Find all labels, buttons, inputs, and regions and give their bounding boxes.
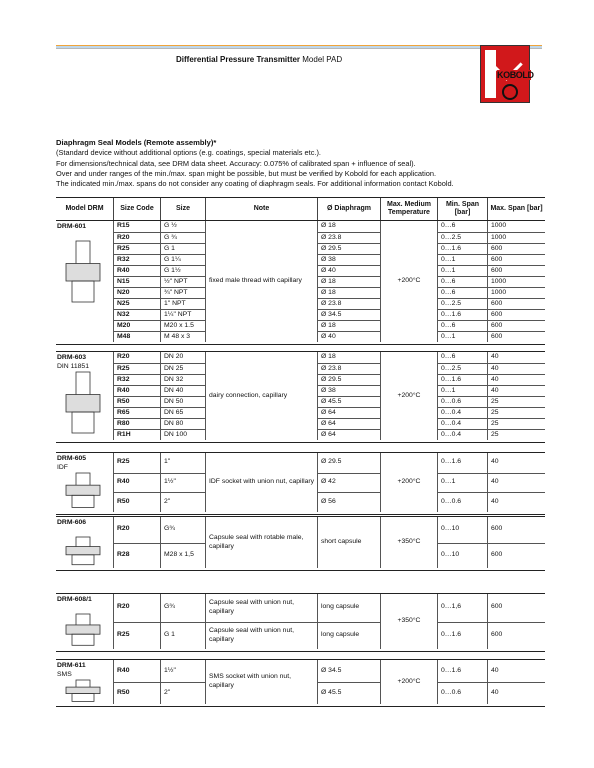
max-span-cell: 25 — [487, 407, 545, 418]
header-title-rest: Model PAD — [300, 55, 343, 64]
size-code-cell: R20 — [113, 232, 160, 243]
drawing-icon — [62, 370, 106, 440]
size-cell: 1" NPT — [160, 298, 205, 309]
temperature-cell: +200°C — [380, 352, 437, 440]
kobold-logo — [480, 45, 534, 103]
min-span-cell: 0…1.6 — [437, 243, 487, 254]
diaphragm-cell: Ø 64 — [317, 418, 380, 429]
size-code-cell: R65 — [113, 407, 160, 418]
max-span-cell: 25 — [487, 396, 545, 407]
size-cell: 1" — [160, 453, 205, 473]
diaphragm-cell: Ø 40 — [317, 331, 380, 342]
min-span-cell: 0…0.6 — [437, 682, 487, 704]
diaphragm-cell: Ø 18 — [317, 320, 380, 331]
note-cell: Capsule seal with rotable male, capillary — [205, 517, 317, 568]
logo-text: KOBOLD — [497, 70, 534, 80]
drawing-icon — [62, 612, 106, 649]
min-span-cell: 0…1,6 — [437, 594, 487, 622]
size-code-cell: M48 — [113, 331, 160, 342]
temperature-cell: +350°C — [380, 517, 437, 568]
diaphragm-cell: Ø 45.5 — [317, 396, 380, 407]
col-model: Model DRM — [65, 204, 104, 212]
diaphragm-cell: short capsule — [317, 517, 380, 568]
model-name: DRM-606 — [57, 519, 87, 526]
note-cell: IDF socket with union nut, capillary — [205, 453, 317, 512]
max-span-cell: 600 — [487, 543, 545, 569]
size-code-cell: R1H — [113, 429, 160, 440]
size-code-cell: R28 — [113, 543, 160, 569]
min-span-cell: 0…1.6 — [437, 622, 487, 650]
size-code-cell: R20 — [113, 517, 160, 543]
min-span-cell: 0…0.4 — [437, 429, 487, 440]
min-span-cell: 0…1.6 — [437, 660, 487, 682]
note-cell: Capsule seal with union nut, capillary — [205, 594, 317, 622]
max-span-cell: 600 — [487, 243, 545, 254]
intro-line: The indicated min./max. spans do not consider any coating of diaphragm seals. For additional information contact Kobold. — [56, 179, 454, 189]
size-code-cell: N25 — [113, 298, 160, 309]
max-span-cell: 40 — [487, 682, 545, 704]
max-span-cell: 600 — [487, 517, 545, 543]
model-sub: IDF — [57, 463, 68, 471]
diaphragm-cell: Ø 23.8 — [317, 232, 380, 243]
max-span-cell: 1000 — [487, 287, 545, 298]
size-cell: G ½ — [160, 221, 205, 232]
intro-line: For dimensions/technical data, see DRM data sheet. Accuracy: 0.075% of calibrated span + influence of seal). — [56, 158, 416, 168]
max-span-cell: 1000 — [487, 221, 545, 232]
diaphragm-cell: Ø 23.8 — [317, 298, 380, 309]
intro-line: (Standard device without additional options (e.g. coatings, special materials etc.). — [56, 148, 321, 158]
min-span-cell: 0…6 — [437, 276, 487, 287]
size-code-cell: R32 — [113, 254, 160, 265]
note-cell: fixed male thread with capillary — [205, 221, 317, 342]
size-code-cell: R50 — [113, 492, 160, 512]
model-name: DRM-601 — [57, 223, 87, 230]
diaphragm-cell: Ø 18 — [317, 352, 380, 363]
size-code-cell: R40 — [113, 473, 160, 493]
diaphragm-cell: Ø 18 — [317, 221, 380, 232]
max-span-cell: 40 — [487, 363, 545, 374]
diaphragm-cell: Ø 29.5 — [317, 374, 380, 385]
size-cell: DN 40 — [160, 385, 205, 396]
size-code-cell: R25 — [113, 363, 160, 374]
size-cell: G¾ — [160, 517, 205, 543]
size-cell: M20 x 1.5 — [160, 320, 205, 331]
size-code-cell: R40 — [113, 660, 160, 682]
model-name: DRM-611 — [57, 662, 86, 669]
min-span-cell: 0…1.6 — [437, 309, 487, 320]
note-cell: SMS socket with union nut, capillary — [205, 660, 317, 704]
min-span-cell: 0…1 — [437, 473, 487, 493]
max-span-cell: 600 — [487, 594, 545, 622]
diaphragm-cell: Ø 56 — [317, 492, 380, 512]
temperature-cell: +200°C — [380, 660, 437, 704]
min-span-cell: 0…2.5 — [437, 232, 487, 243]
drawing-icon — [62, 678, 106, 704]
size-code-cell: N15 — [113, 276, 160, 287]
diaphragm-cell: Ø 29.5 — [317, 243, 380, 254]
diaphragm-cell: Ø 34.5 — [317, 660, 380, 682]
intro-line: Over and under ranges of the min./max. span might be possible, but must be verified by Kobold for each application. — [56, 168, 437, 178]
diaphragm-cell: Ø 64 — [317, 429, 380, 440]
size-code-cell: R32 — [113, 374, 160, 385]
col-note: Note — [205, 198, 317, 220]
max-span-cell: 600 — [487, 309, 545, 320]
diaphragm-cell: Ø 18 — [317, 287, 380, 298]
size-code-cell: M20 — [113, 320, 160, 331]
size-cell: DN 20 — [160, 352, 205, 363]
model-sub: SMS — [57, 670, 72, 678]
page-header — [176, 55, 342, 64]
size-code-cell: R20 — [113, 352, 160, 363]
size-cell: G¾ — [160, 594, 205, 622]
diaphragm-cell: Ø 40 — [317, 265, 380, 276]
max-span-cell: 1000 — [487, 232, 545, 243]
size-cell: DN 32 — [160, 374, 205, 385]
min-span-cell: 0…0.6 — [437, 492, 487, 512]
table-header — [56, 197, 545, 221]
max-span-cell: 40 — [487, 374, 545, 385]
max-span-cell: 40 — [487, 352, 545, 363]
diaphragm-cell: Ø 64 — [317, 407, 380, 418]
diaphragm-cell: Ø 34.5 — [317, 309, 380, 320]
size-code-cell: R40 — [113, 385, 160, 396]
max-span-cell: 600 — [487, 622, 545, 650]
temperature-cell: +200°C — [380, 453, 437, 512]
size-cell: ½" NPT — [160, 276, 205, 287]
max-span-cell: 40 — [487, 453, 545, 473]
size-code-cell: R25 — [113, 622, 160, 650]
min-span-cell: 0…10 — [437, 543, 487, 569]
drawing-icon — [62, 471, 106, 512]
model-name: DRM-603 — [57, 354, 87, 361]
min-span-cell: 0…6 — [437, 287, 487, 298]
max-span-cell: 25 — [487, 418, 545, 429]
size-cell: 1½" — [160, 660, 205, 682]
header-stripe — [56, 45, 542, 49]
model-name: DRM-605 — [57, 455, 87, 462]
max-span-cell: 600 — [487, 331, 545, 342]
diaphragm-cell: Ø 29.5 — [317, 453, 380, 473]
diaphragm-cell: Ø 38 — [317, 385, 380, 396]
size-code-cell: R20 — [113, 594, 160, 622]
max-span-cell: 40 — [487, 473, 545, 493]
max-span-cell: 40 — [487, 660, 545, 682]
min-span-cell: 0…0.6 — [437, 396, 487, 407]
col-temperature: Max. Medium Temperature — [380, 198, 437, 220]
size-cell: ¾" NPT — [160, 287, 205, 298]
size-cell: G 1 — [160, 622, 205, 650]
max-span-cell: 40 — [487, 385, 545, 396]
col-min-span: Min. Span [bar] — [437, 198, 487, 220]
size-code-cell: R80 — [113, 418, 160, 429]
max-span-cell: 1000 — [487, 276, 545, 287]
size-cell: DN 80 — [160, 418, 205, 429]
min-span-cell: 0…1 — [437, 385, 487, 396]
max-span-cell: 600 — [487, 254, 545, 265]
min-span-cell: 0…2.5 — [437, 298, 487, 309]
size-cell: 2" — [160, 682, 205, 704]
size-code-cell: N20 — [113, 287, 160, 298]
max-span-cell: 600 — [487, 320, 545, 331]
min-span-cell: 0…6 — [437, 221, 487, 232]
min-span-cell: 0…2.5 — [437, 363, 487, 374]
col-size: Size — [160, 198, 205, 220]
size-code-cell: R50 — [113, 682, 160, 704]
min-span-cell: 0…1 — [437, 331, 487, 342]
model-name: DRM-608/1 — [57, 596, 92, 603]
size-cell: G 1¼ — [160, 254, 205, 265]
size-code-cell: R25 — [113, 453, 160, 473]
min-span-cell: 0…1 — [437, 265, 487, 276]
size-cell: G 1 — [160, 243, 205, 254]
size-cell: G 1½ — [160, 265, 205, 276]
min-span-cell: 0…1.6 — [437, 374, 487, 385]
size-cell: 2" — [160, 492, 205, 512]
size-cell: DN 50 — [160, 396, 205, 407]
col-max-span: Max. Span [bar] — [487, 198, 545, 220]
size-cell: M 48 x 3 — [160, 331, 205, 342]
size-cell: M28 x 1,5 — [160, 543, 205, 569]
size-code-cell: R50 — [113, 396, 160, 407]
min-span-cell: 0…0.4 — [437, 418, 487, 429]
diaphragm-cell: Ø 45.5 — [317, 682, 380, 704]
min-span-cell: 0…1.6 — [437, 453, 487, 473]
col-size-code: Size Code — [113, 198, 160, 220]
note-cell: dairy connection, capillary — [205, 352, 317, 440]
diaphragm-cell: long capsule — [317, 622, 380, 650]
min-span-cell: 0…0.4 — [437, 407, 487, 418]
max-span-cell: 40 — [487, 492, 545, 512]
header-title-bold: Differential Pressure Transmitter — [176, 55, 301, 64]
size-cell: 1¼" NPT — [160, 309, 205, 320]
size-cell: DN 65 — [160, 407, 205, 418]
diaphragm-cell: long capsule — [317, 594, 380, 622]
drawing-icon — [62, 239, 106, 309]
intro-section — [56, 138, 546, 189]
size-cell: DN 100 — [160, 429, 205, 440]
max-span-cell: 600 — [487, 298, 545, 309]
min-span-cell: 0…1 — [437, 254, 487, 265]
diaphragm-cell: Ø 38 — [317, 254, 380, 265]
size-code-cell: R25 — [113, 243, 160, 254]
diaphragm-cell: Ø 18 — [317, 276, 380, 287]
size-cell: DN 25 — [160, 363, 205, 374]
max-span-cell: 600 — [487, 265, 545, 276]
max-span-cell: 25 — [487, 429, 545, 440]
temperature-cell: +200°C — [380, 221, 437, 342]
note-cell: Capsule seal with union nut, capillary — [205, 622, 317, 650]
col-diaphragm: Ø Diaphragm — [317, 198, 380, 220]
section-heading: Diaphragm Seal Models (Remote assembly)* — [56, 138, 217, 147]
min-span-cell: 0…10 — [437, 517, 487, 543]
model-sub: DIN 11851 — [57, 362, 89, 370]
temperature-cell: +350°C — [380, 594, 437, 649]
diaphragm-cell: Ø 23.8 — [317, 363, 380, 374]
diaphragm-cell: Ø 42 — [317, 473, 380, 493]
size-cell: 1½" — [160, 473, 205, 493]
min-span-cell: 0…6 — [437, 320, 487, 331]
size-code-cell: R40 — [113, 265, 160, 276]
size-cell: G ¾ — [160, 232, 205, 243]
drawing-icon — [62, 535, 106, 568]
size-code-cell: N32 — [113, 309, 160, 320]
min-span-cell: 0…6 — [437, 352, 487, 363]
size-code-cell: R15 — [113, 221, 160, 232]
